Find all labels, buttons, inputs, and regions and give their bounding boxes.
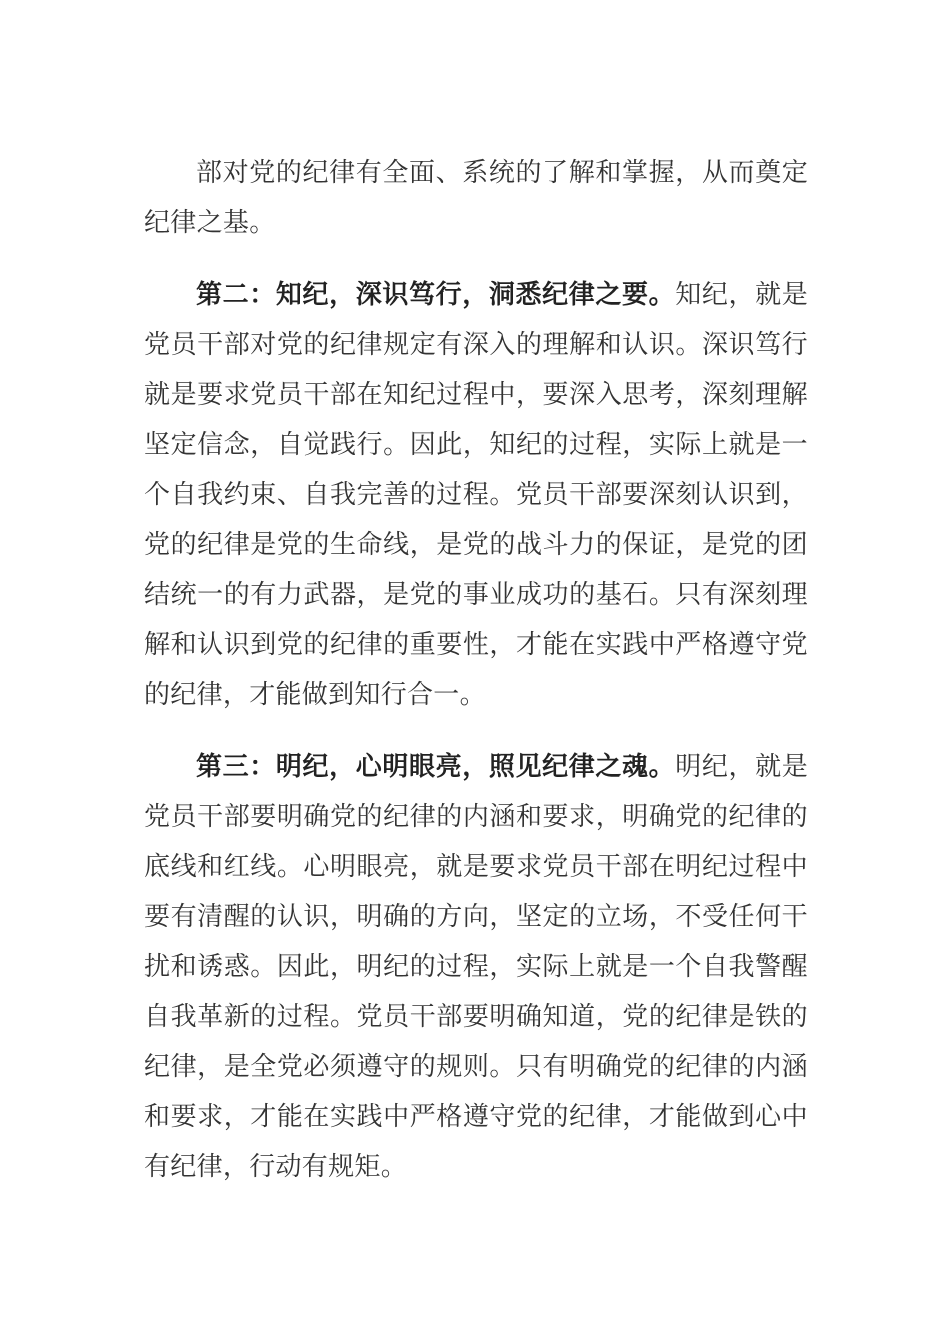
paragraph-text: 部对党的纪律有全面、系统的了解和掌握，从而奠定纪律之基。 bbox=[144, 158, 808, 238]
paragraph-text: 明纪，就是党员干部要明确党的纪律的内涵和要求，明确党的纪律的底线和红线。心明眼亮，就是要求党员干部在明纪过程中要有清醒的认识，明确的方向，坚定的立场，不受任何干扰和诱惑。因此，明纪的过程，实际上就是一个自我警醒自我革新的过程。党员干部要明确知道，党的纪律是铁的纪律，是全党必须遵守的规则。只有明确党的纪律的内涵和要求，才能在实践中严格遵守党的纪律，才能做到心中有纪律，行动有规矩。 bbox=[144, 752, 808, 1182]
paragraph-text: 知纪，就是党员干部对党的纪律规定有深入的理解和认识。深识笃行就是要求党员干部在知纪过程中，要深入思考，深刻理解坚定信念，自觉践行。因此，知纪的过程，实际上就是一个自我约束、自我完善的过程。党员干部要深刻认识到，党的纪律是党的生命线，是党的战斗力的保证，是党的团结统一的有力武器，是党的事业成功的基石。只有深刻理解和认识到党的纪律的重要性，才能在实践中严格遵守党的纪律，才能做到知行合一。 bbox=[144, 280, 808, 710]
paragraph-second-point bbox=[144, 270, 808, 720]
document-body bbox=[144, 148, 808, 1214]
paragraph-third-point bbox=[144, 742, 808, 1192]
paragraph-heading: 第三：明纪，心明眼亮，照见纪律之魂。 bbox=[196, 752, 676, 782]
paragraph-heading: 第二：知纪，深识笃行，洞悉纪律之要。 bbox=[196, 280, 676, 310]
paragraph-continuation bbox=[144, 148, 808, 248]
